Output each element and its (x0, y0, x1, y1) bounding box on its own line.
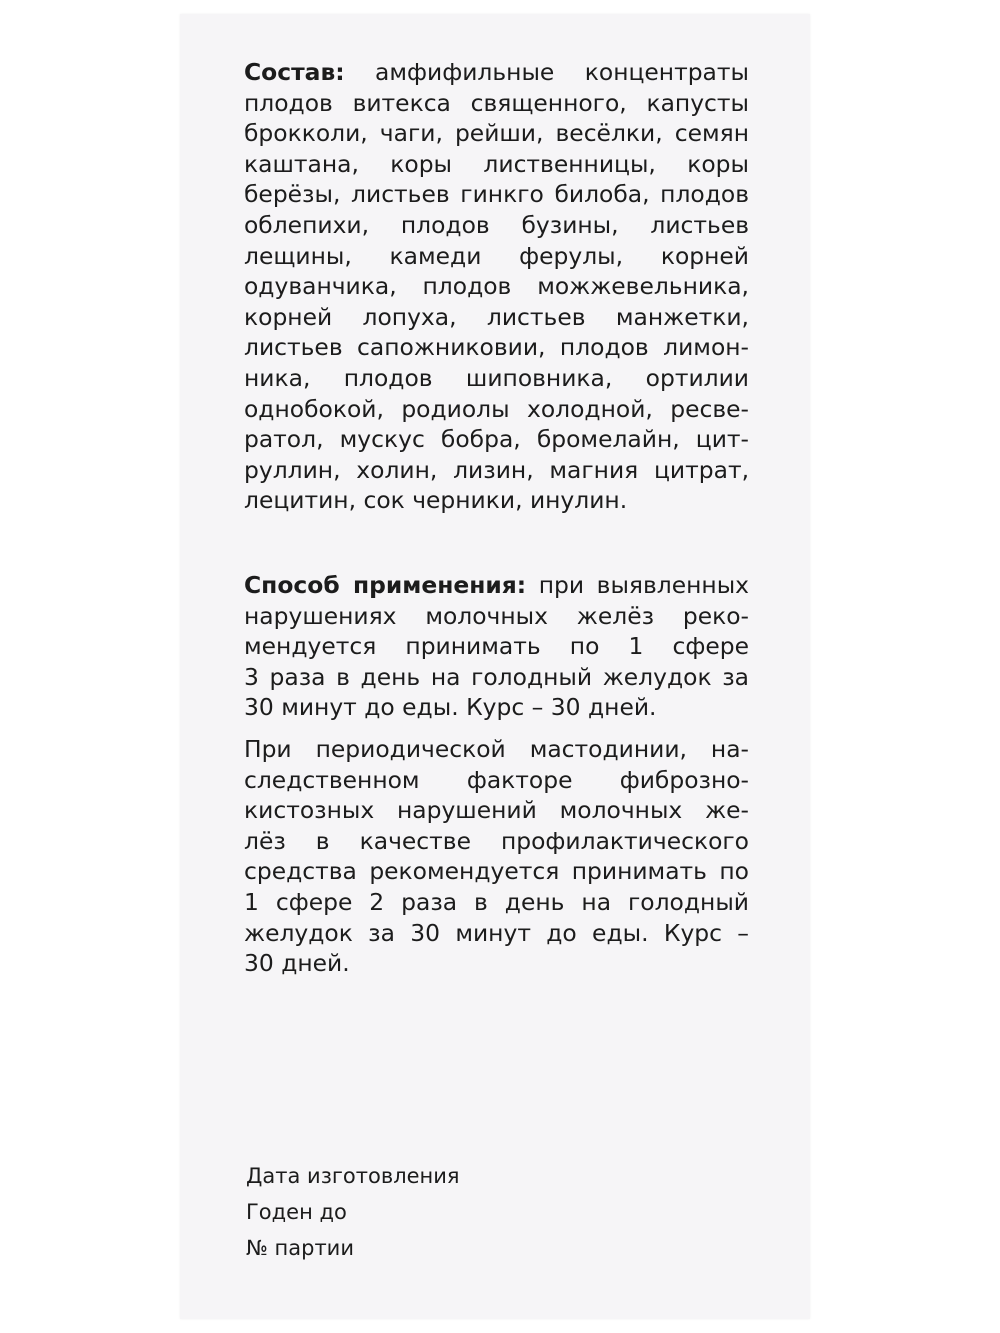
usage2-line-6: желудок за 30 минут до еды. Курс – (244, 918, 749, 947)
composition-line-0: Состав: амфифильные концентраты (244, 58, 749, 86)
composition-line-12: ратол, мускус бобра, бромелайн, цит- (244, 425, 749, 454)
usage-line-0: Способ применения: при выявленных (244, 571, 750, 599)
usage-section (244, 570, 749, 723)
composition-line-9: листьев сапожниковии, плодов лимон- (244, 333, 749, 362)
composition-line-13: руллин, холин, лизин, магния цитрат, (244, 455, 749, 484)
composition-label: Состав: (244, 58, 345, 86)
composition-line-11: однобокой, родиолы холодной, ресве- (244, 394, 749, 423)
composition-line-5: облепихи, плодов бузины, листьев (244, 210, 749, 239)
usage-line-1: нарушениях молочных желёз реко- (244, 601, 749, 630)
usage2-line-1: следственном факторе фиброзно- (244, 765, 749, 794)
usage-line-3: 3 раза в день на голодный желудок за (244, 662, 749, 691)
composition-line-2: брокколи, чаги, рейши, весёлки, семян (244, 119, 749, 148)
composition-line-10: ника, плодов шиповника, ортилии (244, 363, 749, 392)
expiry-label: Годен до (246, 1200, 347, 1224)
usage-line-4: 30 минут до еды. Курс – 30 дней. (244, 693, 657, 722)
production-meta (246, 1158, 460, 1266)
usage-paragraph-2 (244, 734, 749, 979)
usage2-line-3: лёз в качестве профилактического (244, 826, 749, 855)
composition-line-4: берёзы, листьев гинкго билоба, плодов (244, 180, 749, 209)
manufacture-date-label: Дата изготовления (246, 1164, 460, 1188)
usage-label: Способ применения: (244, 571, 527, 599)
composition-line-3: каштана, коры лиственницы, коры (244, 149, 749, 178)
composition-line-14: лецитин, сок черники, инулин. (244, 486, 628, 515)
composition-line-8: корней лопуха, листьев манжетки, (244, 302, 749, 331)
usage2-line-5: 1 сфере 2 раза в день на голодный (244, 887, 749, 916)
composition-line-1: плодов витекса священного, капусты (244, 88, 749, 117)
usage2-line-7: 30 дней. (244, 949, 350, 978)
usage2-line-0: При периодической мастодинии, на- (244, 735, 749, 763)
usage2-line-4: средства рекомендуется принимать по (244, 857, 749, 886)
composition-line-7: одуванчика, плодов можжевельника, (244, 272, 749, 301)
batch-number-label: № партии (246, 1236, 354, 1260)
composition-section (244, 57, 749, 516)
usage2-line-2: кистозных нарушений молочных же- (244, 796, 749, 825)
composition-line-6: лещины, камеди ферулы, корней (244, 241, 749, 270)
usage-line-2: мендуется принимать по 1 сфере (244, 632, 749, 661)
